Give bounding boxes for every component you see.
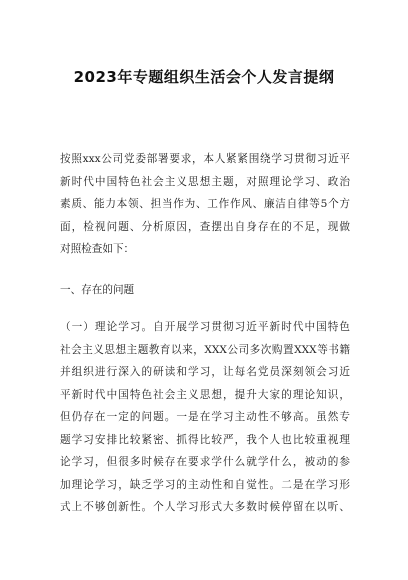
text-line: 面，检视问题、分析原因，查摆出自身存在的不足，现做: [60, 220, 350, 233]
text-line: 按照xxx公司党委部署要求，本人紧紧围绕学习贯彻习近平: [60, 153, 350, 165]
text-line: 但仍存在一定的问题。一是在学习主动性不够高。虽然专: [60, 411, 350, 423]
text-line: （一）理论学习。自开展学习贯彻习近平新时代中国特色: [60, 321, 350, 333]
section1-paragraph: [60, 316, 350, 519]
text-line: 论学习，但很多时候存在要求学什么就学什么，被动的参: [60, 456, 350, 468]
text-line: 式上不够创新性。个人学习形式大多数时候停留在以听、: [60, 501, 350, 513]
document-title: 2023年专题组织生活会个人发言提纲: [73, 68, 335, 86]
text-line: 平新时代中国特色社会主义思想，提升大家的理论知识，: [60, 388, 350, 401]
text-line: 加理论学习，缺乏学习的主动性和自觉性。二是在学习形: [60, 478, 350, 491]
section-heading: 一、存在的问题: [60, 284, 135, 296]
intro-paragraph: [60, 148, 350, 261]
text-line: 题学习安排比较紧密、抓得比较严，我个人也比较重视理: [60, 433, 350, 446]
text-line: 社会主义思想主题教育以来，XXX公司多次购置XXX等书籍: [60, 343, 350, 356]
text-line: 并组织进行深入的研读和学习，让每名党员深刻领会习近: [60, 366, 350, 378]
text-line: 素质、能力本领、担当作为、工作作风、廉洁自律等5个方: [60, 198, 350, 210]
text-line: 新时代中国特色社会主义思想主题，对照理论学习、政治: [60, 175, 350, 188]
text-line: 对照检查如下：: [60, 243, 135, 255]
